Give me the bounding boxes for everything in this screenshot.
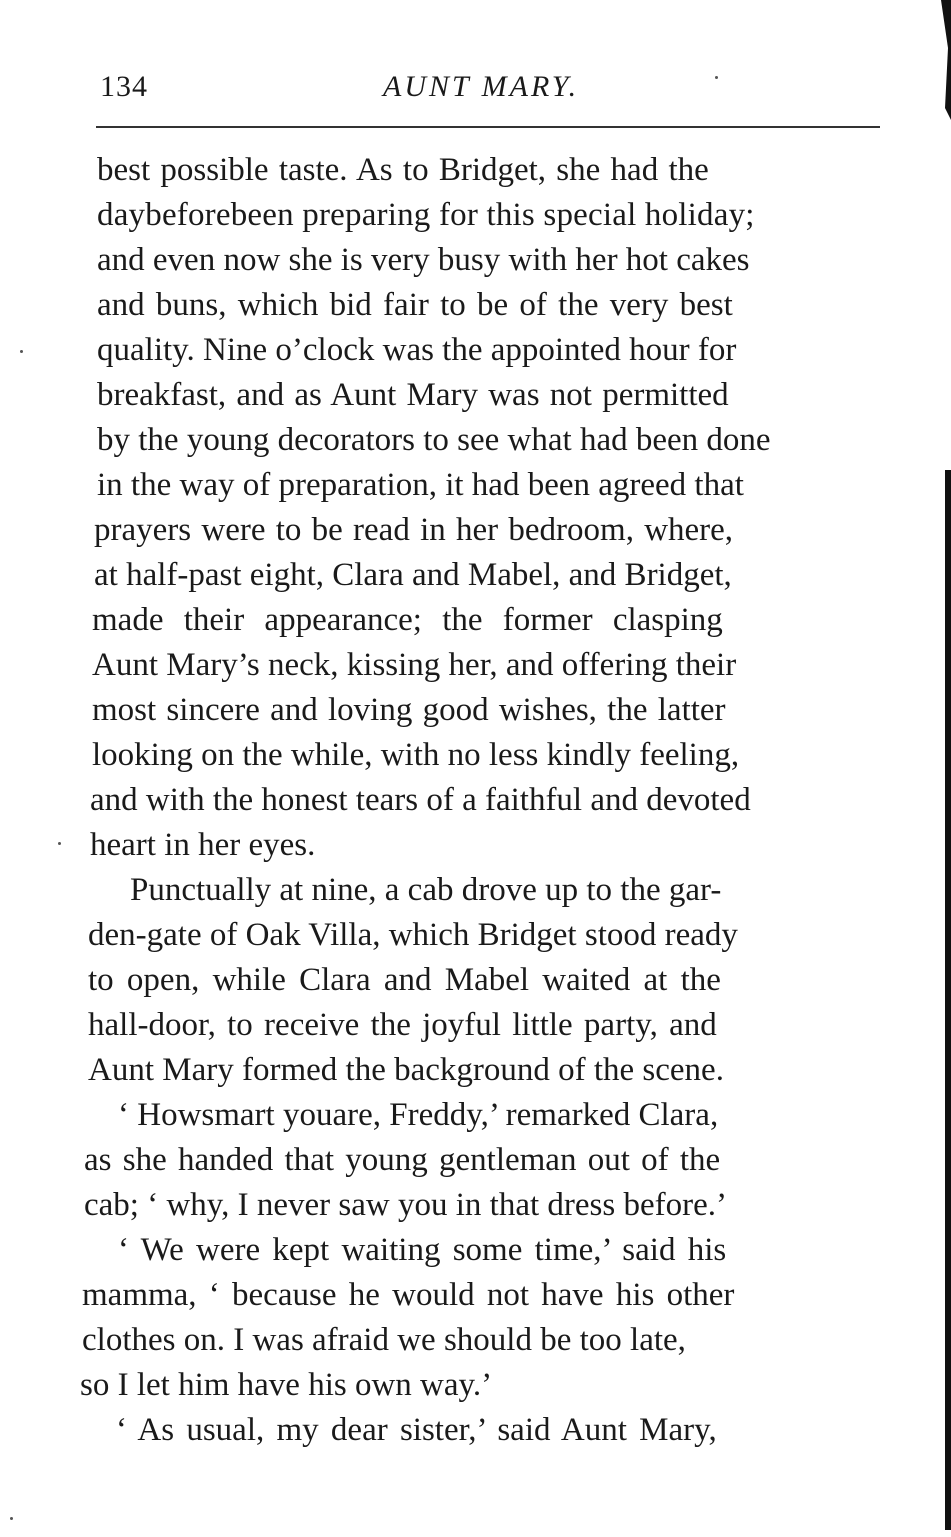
text-line: so I let him have his own way.’ — [80, 1367, 493, 1403]
text-line: ‘ We were kept waiting some time,’ said his — [118, 1232, 727, 1268]
text-line: Aunt Mary formed the background of the scene. — [88, 1052, 724, 1088]
text-line: heart in her eyes. — [90, 827, 316, 863]
text-line: in the way of preparation, it had been agreed that — [97, 467, 744, 503]
text-line: den-gate of Oak Villa, which Bridget stood ready — [88, 917, 738, 953]
text-line: Aunt Mary’s neck, kissing her, and offering their — [92, 647, 737, 683]
text-line: cab; ‘ why, I never saw you in that dress before.’ — [84, 1187, 727, 1223]
text-line: made their appearance; the former clasping — [92, 602, 723, 638]
text-line: quality. Nine o’clock was the appointed hour for — [97, 332, 737, 368]
scan-speck — [715, 76, 718, 79]
text-line: at half-past eight, Clara and Mabel, and Bridget, — [94, 557, 732, 593]
text-line: clothes on. I was afraid we should be too late, — [82, 1322, 686, 1358]
scan-speck — [20, 350, 23, 353]
text-line: and buns, which bid fair to be of the very best — [97, 287, 733, 323]
text-line: as she handed that young gentleman out of the — [84, 1142, 721, 1178]
text-line: hall-door, to receive the joyful little party, and — [88, 1007, 717, 1043]
text-line: best possible taste. As to Bridget, she had the — [97, 152, 709, 188]
text-line: and with the honest tears of a faithful and devoted — [90, 782, 751, 818]
text-line: to open, while Clara and Mabel waited at the — [88, 962, 721, 998]
running-title: AUNT MARY. — [383, 70, 580, 103]
page-edge-shadow-top — [941, 0, 951, 120]
scan-speck — [10, 1517, 13, 1520]
text-line: mamma, ‘ because he would not have his other — [82, 1277, 735, 1313]
text-line: ‘ Howsmart youare, Freddy,’ remarked Clara, — [118, 1097, 719, 1133]
text-line: ‘ As usual, my dear sister,’ said Aunt Mary, — [116, 1412, 717, 1448]
text-line: most sincere and loving good wishes, the latter — [92, 692, 726, 728]
scan-speck — [58, 842, 61, 845]
text-line: daybeforebeen preparing for this special holiday; — [97, 197, 755, 233]
text-line: and even now she is very busy with her hot cakes — [97, 242, 750, 278]
text-line: prayers were to be read in her bedroom, where, — [94, 512, 734, 548]
page-edge-shadow — [945, 470, 951, 1530]
text-line: breakfast, and as Aunt Mary was not permitted — [97, 377, 729, 413]
text-line: by the young decorators to see what had been done — [97, 422, 771, 458]
text-line: Punctually at nine, a cab drove up to the gar- — [130, 872, 722, 908]
page-number: 134 — [100, 70, 148, 103]
header-rule — [96, 126, 880, 128]
text-line: looking on the while, with no less kindly feeling, — [92, 737, 740, 773]
